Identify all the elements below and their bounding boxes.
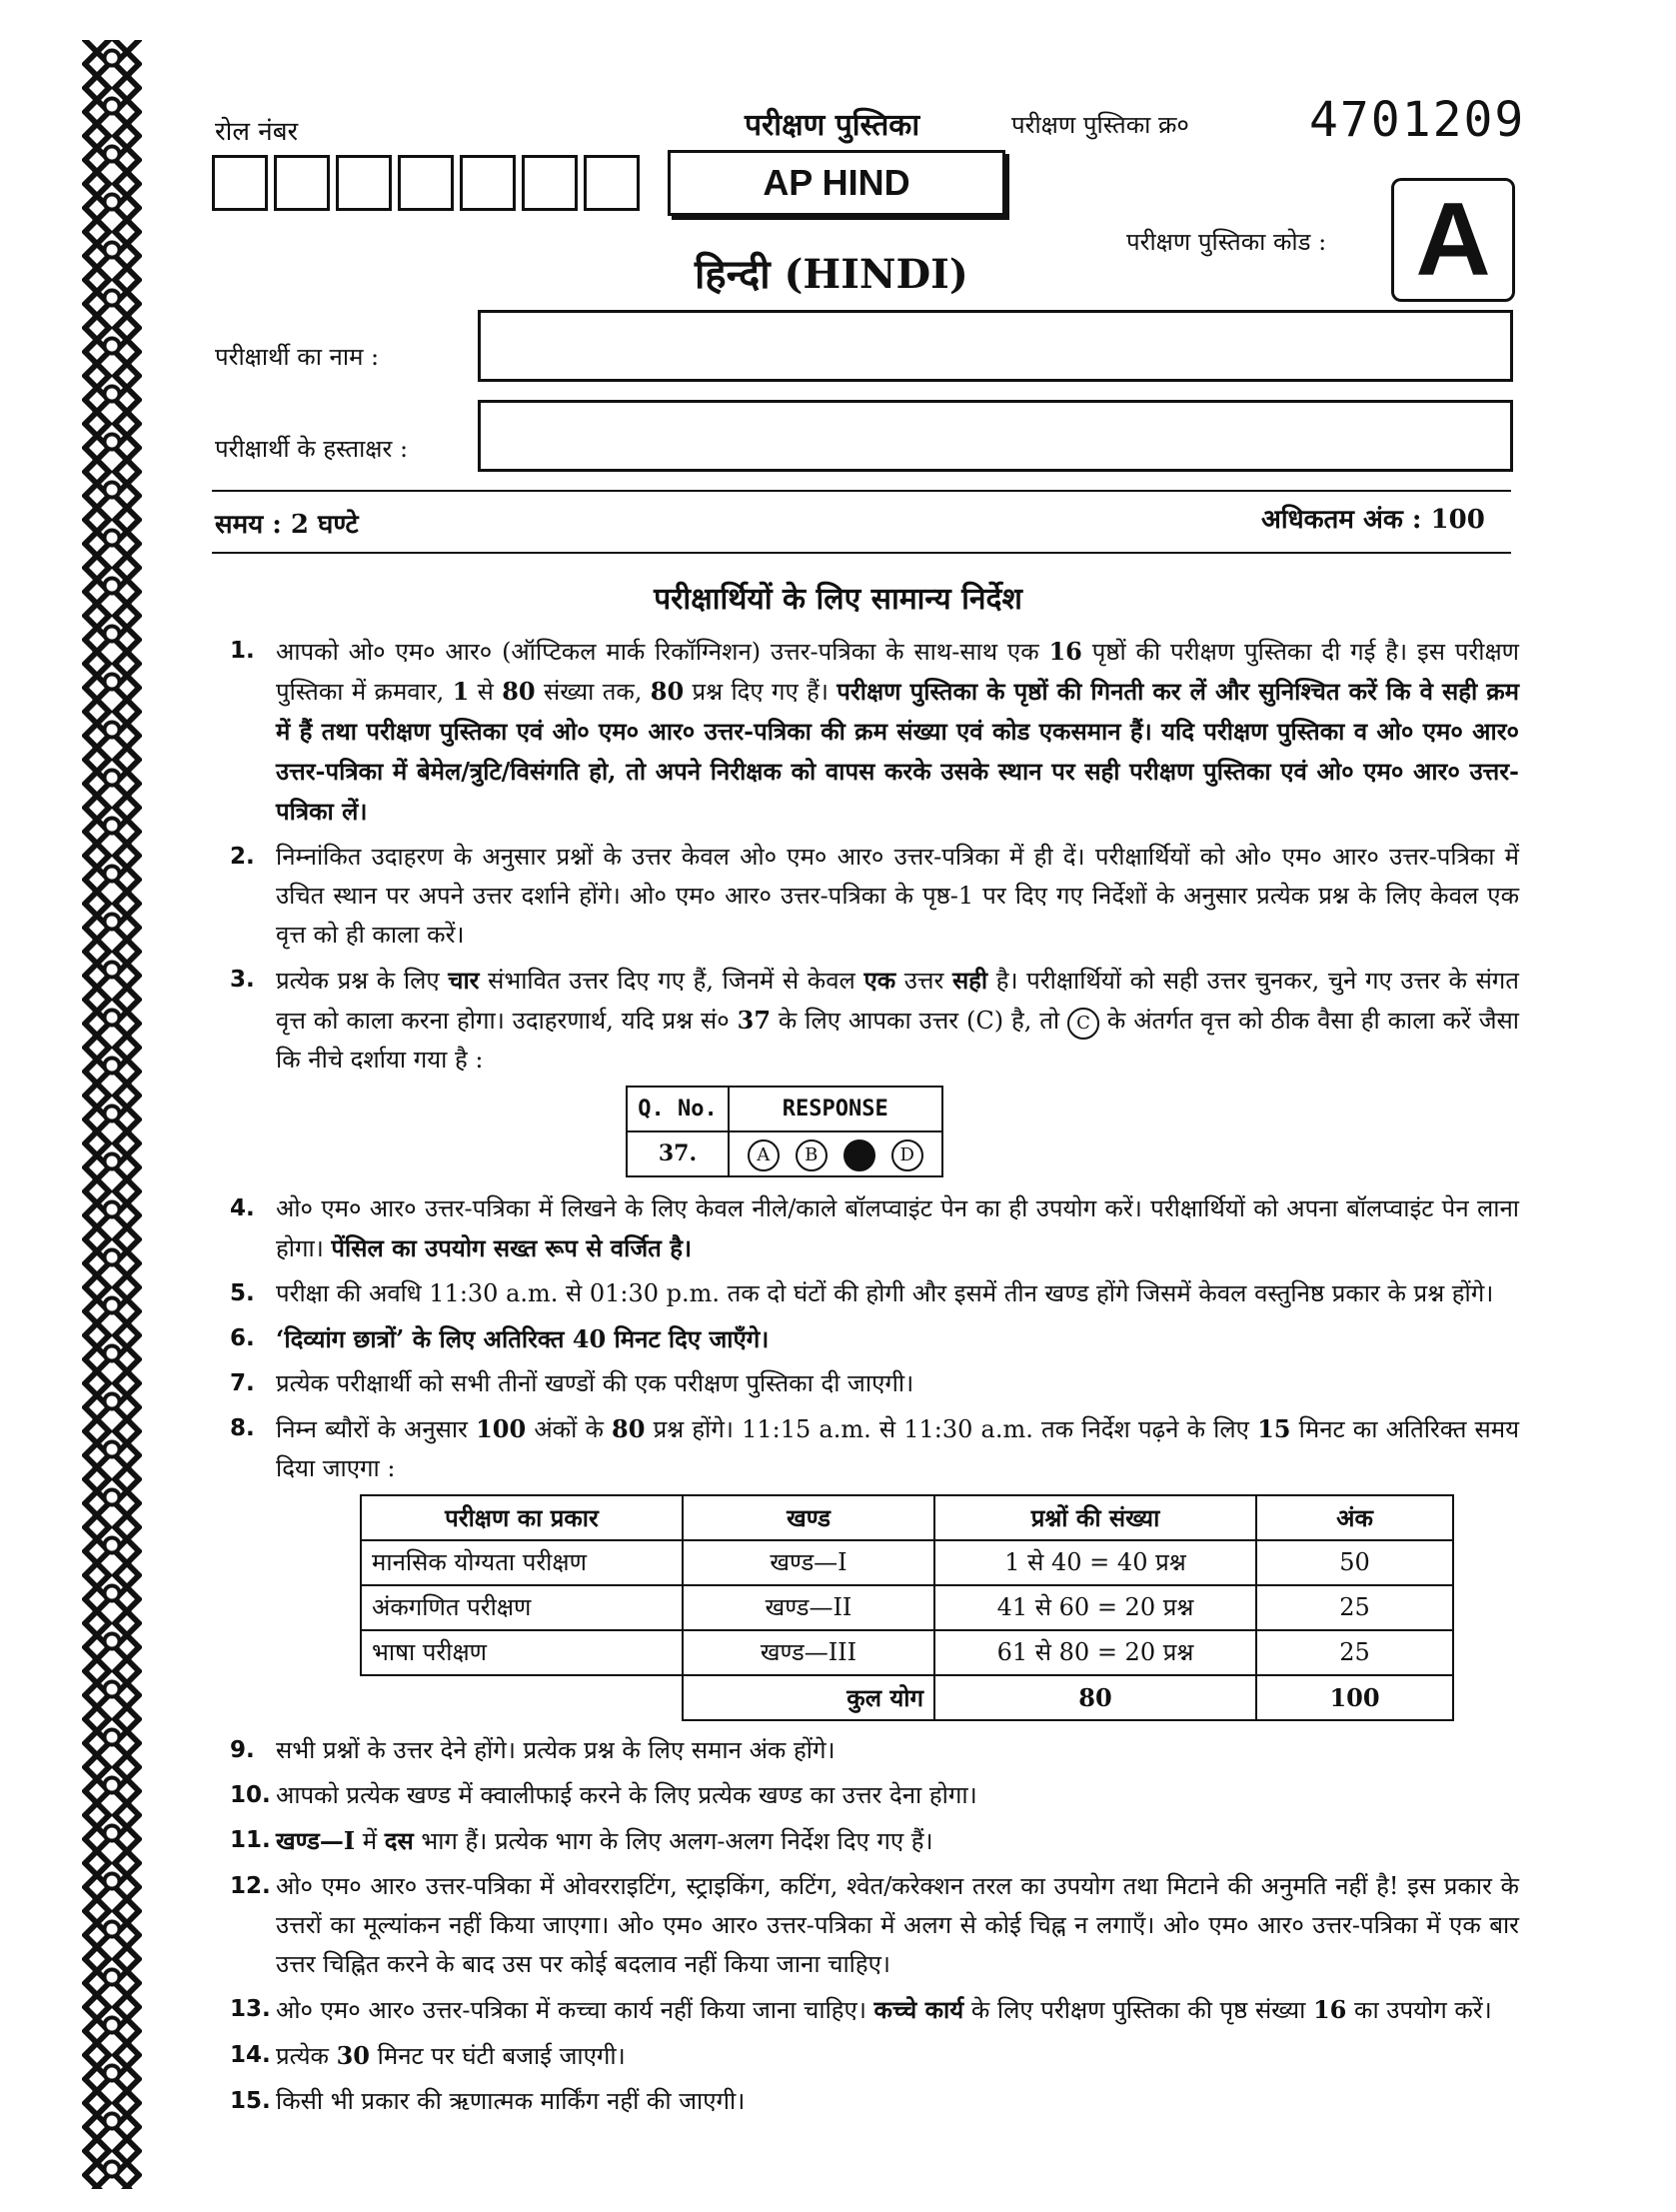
- booklet-code-label: परीक्षण पुस्तिका कोड :: [1126, 228, 1327, 256]
- instruction-number: 1.: [230, 638, 255, 664]
- instruction-number: 8.: [230, 1415, 255, 1441]
- circled-c-icon: C: [1067, 1008, 1099, 1040]
- total-label: कुल योग: [683, 1675, 934, 1720]
- booklet-number-label: परीक्षण पुस्तिका क्र०: [1011, 111, 1189, 139]
- text-run-bold: परीक्षण पुस्तिका के पृष्ठों की गिनती कर लें और सुनिश्चित करें कि वे सही क्रम में हैं तथा परीक्षण पुस्तिका एवं ओ० एम० आर० उत्तर-पत्रिका की क्रम संख्या एवं कोड एकसमान हैं। यदि परीक्षण पुस्तिका व ओ० एम० आर० उत्तर-पत्रिका में बेमेल/त्रुटि/विसंगति हो, तो अपने निरीक्षक को वापस करके उसके स्थान पर सही परीक्षण पुस्तिका एवं ओ० एम० आर० उत्तर-पत्रिका लें।: [276, 677, 1519, 826]
- instruction-item: [230, 1867, 1519, 1984]
- candidate-signature-label: परीक्षार्थी के हस्ताक्षर :: [215, 435, 409, 463]
- divider: [212, 490, 1511, 492]
- text-run-bold: 80: [650, 677, 685, 706]
- maximum-marks: अधिकतम अंक : 100: [1261, 505, 1485, 535]
- text-run-bold: 80: [502, 677, 536, 706]
- column-header: प्रश्नों की संख्या: [934, 1495, 1256, 1540]
- instruction-number: 9.: [230, 1737, 255, 1763]
- roll-digit-box[interactable]: [398, 155, 454, 211]
- table-cell: अंकगणित परीक्षण: [361, 1585, 683, 1630]
- text-run-bold: एक: [863, 966, 896, 995]
- instruction-item: [230, 2082, 1519, 2121]
- candidate-signature-field[interactable]: [478, 400, 1513, 472]
- time-allowed: समय : 2 घण्टे: [215, 510, 359, 540]
- instruction-text: प्रत्येक परीक्षार्थी को सभी तीनों खण्डों की एक परीक्षण पुस्तिका दी जाएगी।: [276, 1369, 914, 1397]
- table-cell: 41 से 60 = 20 प्रश्न: [934, 1585, 1256, 1630]
- text-run: है। परीक्षार्थियों को सही उत्तर चुनकर, चुने गए उत्तर के संगत वृत्त को काला करना होगा। उदाहरणार्थ, यदि प्रश्न सं०: [276, 967, 1519, 1035]
- roll-digit-box[interactable]: [274, 155, 330, 211]
- text-run-bold: कच्चे कार्य: [873, 1995, 964, 2024]
- instruction-item: [230, 838, 1519, 955]
- instruction-number: 10.: [230, 1782, 271, 1808]
- total-marks: 100: [1256, 1675, 1453, 1720]
- text-run: ओ० एम० आर० उत्तर-पत्रिका में लिखने के लिए केवल नीले/काले बॉलप्वाइंट पेन का ही उपयोग करें। परीक्षार्थियों को अपना बॉलप्वाइंट पेन लाना होगा।: [276, 1194, 1519, 1262]
- table-cell: खण्ड—III: [683, 1630, 934, 1675]
- option-bubble-b: B: [796, 1139, 828, 1171]
- instruction-text: सभी प्रश्नों के उत्तर देने होंगे। प्रत्येक प्रश्न के लिए समान अंक होंगे।: [276, 1736, 836, 1764]
- instruction-text: [276, 1409, 1519, 1488]
- instruction-item: [230, 1274, 1519, 1313]
- response-bubbles: [729, 1131, 942, 1176]
- instruction-number: 14.: [230, 2042, 271, 2068]
- text-run: निम्न ब्यौरों के अनुसार: [276, 1415, 477, 1443]
- instruction-text: [276, 1821, 1519, 1861]
- instruction-item: [230, 1319, 1519, 1358]
- text-run: संख्या तक,: [535, 678, 651, 706]
- qno-header: Q. No.: [627, 1087, 728, 1131]
- instruction-item: [230, 632, 1519, 832]
- booklet-label: परीक्षण पुस्तिका: [745, 108, 920, 143]
- text-run: प्रत्येक: [276, 2042, 337, 2070]
- table-cell: 50: [1256, 1540, 1453, 1585]
- booklet-number: 4701209: [1309, 92, 1526, 148]
- instruction-text: [276, 961, 1519, 1080]
- total-questions: 80: [934, 1675, 1256, 1720]
- text-run: प्रश्न दिए गए हैं।: [684, 678, 838, 706]
- column-header: खण्ड: [683, 1495, 934, 1540]
- text-run: मिनट का अतिरिक्त समय दिया जाएगा :: [276, 1415, 1520, 1482]
- total-row: [361, 1675, 1453, 1720]
- option-bubble-d: D: [891, 1139, 923, 1171]
- instruction-number: 6.: [230, 1325, 255, 1351]
- table-row: [361, 1630, 1453, 1675]
- text-run-bold: 16: [1312, 1995, 1347, 2024]
- candidate-name-field[interactable]: [478, 310, 1513, 382]
- instruction-text: ओ० एम० आर० उत्तर-पत्रिका में ओवरराइटिंग, स्ट्राइकिंग, कटिंग, श्वेत/करेक्शन तरल का उपयोग तथा मिटाने की अनुमति नहीं है! इस प्रकार के उत्तरों का मूल्यांकन नहीं किया जाएगा। ओ० एम० आर० उत्तर-पत्रिका में अलग से कोई चिह्न न लगाएँ। ओ० एम० आर० उत्तर-पत्रिका में एक बार उत्तर चिह्नित करने के बाद उस पर कोई बदलाव नहीं किया जाना चाहिए।: [276, 1872, 1519, 1978]
- roll-digit-box[interactable]: [460, 155, 516, 211]
- text-run-bold: 80: [612, 1414, 646, 1443]
- text-run: प्रत्येक प्रश्न के लिए: [276, 967, 449, 995]
- instruction-item: [230, 1990, 1519, 2030]
- text-run: के लिए आपका उत्तर (C) है, तो: [771, 1007, 1067, 1035]
- instruction-text: [276, 632, 1519, 832]
- instruction-text: [276, 1990, 1519, 2030]
- instruction-number: 11.: [230, 1827, 271, 1853]
- table-cell: मानसिक योग्यता परीक्षण: [361, 1540, 683, 1585]
- text-run-bold: 37: [737, 1006, 772, 1035]
- instruction-number: 5.: [230, 1280, 255, 1306]
- candidate-name-label: परीक्षार्थी का नाम :: [215, 343, 380, 371]
- instruction-text: [276, 2036, 1519, 2076]
- text-run: में: [355, 1827, 385, 1855]
- instruction-item: [230, 1731, 1519, 1770]
- text-run-bold: पेंसिल का उपयोग सख्त रूप से वर्जित है।: [331, 1233, 693, 1262]
- subject-title: हिन्दी (HINDI): [695, 251, 968, 298]
- response-table: [626, 1086, 942, 1177]
- table-cell: खण्ड—I: [683, 1540, 934, 1585]
- text-run: संभावित उत्तर दिए गए हैं, जिनमें से केवल: [479, 967, 864, 995]
- section-table: [360, 1494, 1454, 1721]
- table-row: [361, 1585, 1453, 1630]
- roll-digit-box[interactable]: [522, 155, 578, 211]
- option-bubble-c-filled: C: [843, 1139, 875, 1171]
- text-run: के अंतर्गत वृत्त को ठीक वैसा ही काला करें जैसा कि नीचे दर्शाया गया है :: [276, 1007, 1519, 1074]
- text-run-bold: चार: [448, 966, 480, 995]
- empty-cell: [361, 1675, 683, 1720]
- text-run: का उपयोग करें।: [1346, 1996, 1492, 2024]
- instruction-number: 7.: [230, 1370, 255, 1396]
- instruction-text: आपको प्रत्येक खण्ड में क्वालीफाई करने के लिए प्रत्येक खण्ड का उत्तर देना होगा।: [276, 1781, 977, 1809]
- text-run: के लिए परीक्षण पुस्तिका की पृष्ठ संख्या: [963, 1996, 1313, 2024]
- text-run: प्रश्न होंगे। 11:15 a.m. से 11:30 a.m. तक निर्देश पढ़ने के लिए: [645, 1415, 1258, 1443]
- subject-code-box: AP HIND: [668, 150, 1005, 216]
- table-cell: 1 से 40 = 40 प्रश्न: [934, 1540, 1256, 1585]
- divider: [212, 552, 1511, 554]
- text-run: आपको ओ० एम० आर० (ऑप्टिकल मार्क रिकॉग्निशन) उत्तर-पत्रिका के साथ-साथ एक: [276, 638, 1049, 666]
- instruction-text: किसी भी प्रकार की ऋणात्मक मार्किंग नहीं की जाएगी।: [276, 2087, 746, 2115]
- instruction-item: [230, 1821, 1519, 1861]
- roll-number-label: रोल नंबर: [215, 117, 299, 147]
- text-run: मिनट पर घंटी बजाई जाएगी।: [370, 2042, 626, 2070]
- booklet-code: A: [1391, 178, 1515, 302]
- instruction-text: [276, 1189, 1519, 1268]
- instruction-text: ‘दिव्यांग छात्रों’ के लिए अतिरिक्त 40 मिनट दिए जाएँगे।: [276, 1324, 770, 1353]
- qno-cell: 37.: [627, 1131, 728, 1176]
- instruction-item: [230, 1776, 1519, 1815]
- text-run: से: [469, 678, 503, 706]
- roll-number-boxes[interactable]: [212, 155, 640, 211]
- table-cell: भाषा परीक्षण: [361, 1630, 683, 1675]
- instruction-number: 3.: [230, 967, 255, 993]
- instruction-item: [230, 961, 1519, 1080]
- instructions-list: [230, 632, 1519, 2127]
- instruction-number: 2.: [230, 844, 255, 870]
- text-run: उत्तर: [895, 967, 952, 995]
- table-cell: 25: [1256, 1630, 1453, 1675]
- instruction-number: 13.: [230, 1996, 271, 2022]
- column-header: अंक: [1256, 1495, 1453, 1540]
- response-example: [50, 1086, 1519, 1177]
- text-run-bold: सही: [951, 966, 988, 995]
- option-bubble-a: A: [748, 1139, 780, 1171]
- text-run-bold: 16: [1048, 637, 1082, 666]
- roll-digit-box[interactable]: [336, 155, 392, 211]
- instruction-number: 15.: [230, 2088, 271, 2114]
- section-table-wrap: [360, 1494, 1519, 1721]
- text-run-bold: 30: [336, 2041, 371, 2070]
- text-run: ओ० एम० आर० उत्तर-पत्रिका में कच्चा कार्य नहीं किया जाना चाहिए।: [276, 1996, 874, 2024]
- instruction-text: परीक्षा की अवधि 11:30 a.m. से 01:30 p.m. तक दो घंटों की होगी और इसमें तीन खण्ड होंगे जिसमें केवल वस्तुनिष्ठ प्रकार के प्रश्न होंगे।: [276, 1279, 1494, 1307]
- text-run-bold: खण्ड—I: [276, 1826, 356, 1855]
- instruction-number: 4.: [230, 1195, 255, 1221]
- text-run-bold: दस: [384, 1826, 414, 1855]
- text-run: पृष्ठों की परीक्षण पुस्तिका दी गई है। इस परीक्षण पुस्तिका में क्रमवार,: [276, 638, 1520, 706]
- roll-digit-box[interactable]: [584, 155, 640, 211]
- text-run-bold: 15: [1257, 1414, 1291, 1443]
- instruction-item: [230, 2036, 1519, 2076]
- instruction-number: 12.: [230, 1873, 271, 1899]
- text-run: भाग हैं। प्रत्येक भाग के लिए अलग-अलग निर्देश दिए गए हैं।: [413, 1827, 933, 1855]
- instruction-item: [230, 1364, 1519, 1403]
- text-run-bold: 100: [476, 1414, 527, 1443]
- table-cell: 25: [1256, 1585, 1453, 1630]
- table-row: [361, 1540, 1453, 1585]
- column-header: परीक्षण का प्रकार: [361, 1495, 683, 1540]
- text-run: अंकों के: [526, 1415, 613, 1443]
- table-cell: 61 से 80 = 20 प्रश्न: [934, 1630, 1256, 1675]
- roll-digit-box[interactable]: [212, 155, 268, 211]
- table-cell: खण्ड—II: [683, 1585, 934, 1630]
- response-header: RESPONSE: [729, 1087, 942, 1131]
- text-run-bold: 1: [452, 677, 470, 706]
- instructions-heading: परीक्षार्थियों के लिए सामान्य निर्देश: [654, 582, 1022, 617]
- instruction-item: [230, 1409, 1519, 1488]
- instruction-text: निम्नांकित उदाहरण के अनुसार प्रश्नों के उत्तर केवल ओ० एम० आर० उत्तर-पत्रिका में ही दें। परीक्षार्थियों को ओ० एम० आर० उत्तर-पत्रिका में उचित स्थान पर अपने उत्तर दर्शाने होंगे। ओ० एम० आर० उत्तर-पत्रिका के पृष्ठ-1 पर दिए गए निर्देशों के अनुसार प्रत्येक प्रश्न के लिए केवल एक वृत्त को ही काला करें।: [276, 843, 1519, 949]
- instruction-item: [230, 1189, 1519, 1268]
